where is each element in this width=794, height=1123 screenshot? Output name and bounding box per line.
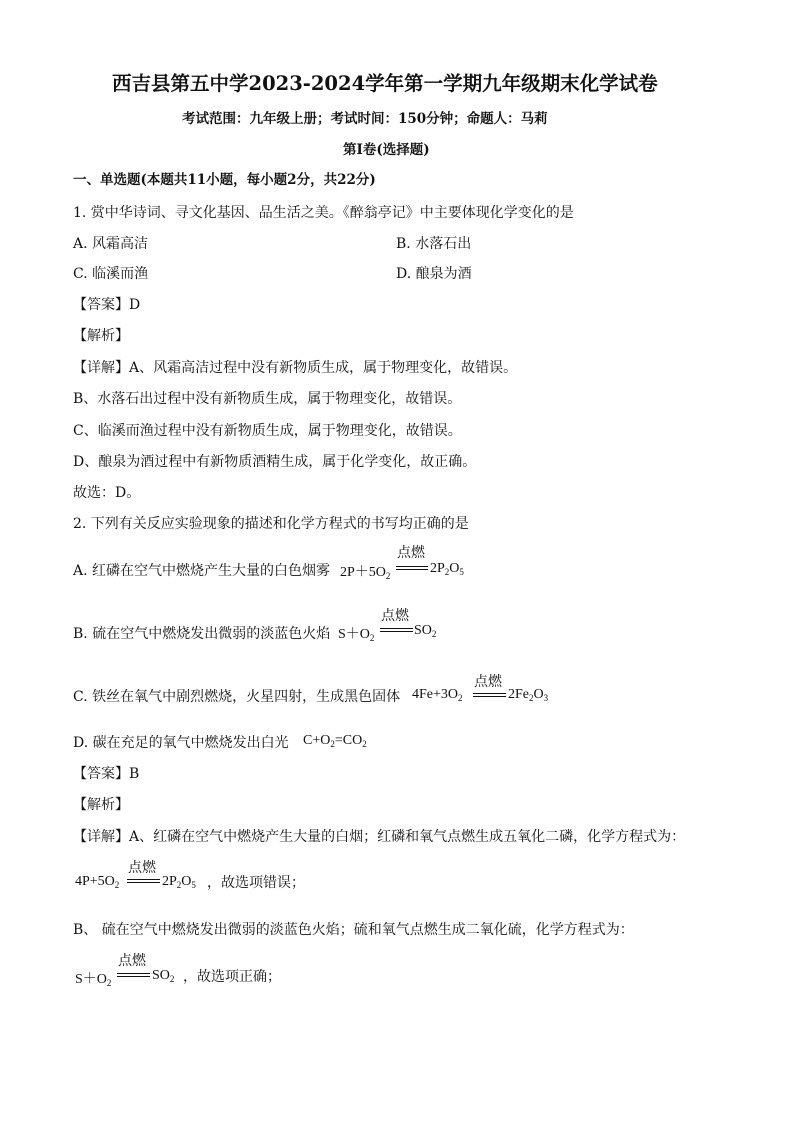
q2-option-c: C. 铁丝在氧气中剧烈燃烧，火星四射，生成黑色固体 bbox=[73, 689, 401, 705]
q1-detail-line: C、临溪而渔过程中没有新物质生成，属于物理变化，故错误。 bbox=[73, 423, 462, 439]
reaction-condition: 点燃 bbox=[128, 860, 156, 876]
q1-analysis-label: 【解析】 bbox=[73, 328, 129, 344]
q1-option-b: B. 水落石出 bbox=[396, 236, 472, 252]
q2-option-c-rhs: $2Fe_2O_3$ bbox=[508, 687, 549, 703]
double-arrow-line bbox=[396, 566, 428, 570]
q1-detail-line: D、酿泉为酒过程中有新物质酒精生成，属于化学变化，故正确。 bbox=[73, 454, 477, 470]
reaction-condition: 点燃 bbox=[381, 608, 409, 624]
q1-option-a: A. 风霜高洁 bbox=[73, 236, 149, 252]
q2-detail-b-tail: ，故选项正确； bbox=[183, 969, 281, 985]
q1-option-c: C. 临溪而渔 bbox=[73, 266, 149, 282]
page-title: 西吉县第五中学2023-2024学年第一学期九年级期末化学试卷 bbox=[112, 72, 658, 95]
q1-option-d: D. 酿泉为酒 bbox=[396, 266, 472, 282]
q2-analysis-label: 【解析】 bbox=[73, 797, 129, 813]
q2-option-a: A. 红磷在空气中燃烧产生大量的白色烟雾 bbox=[73, 563, 331, 579]
q2-detail-a-rhs: $2P_2O_5$ bbox=[162, 874, 196, 890]
q2-option-d: D. 碳在充足的氧气中燃烧发出白光 bbox=[73, 735, 289, 751]
q2-detail-a-tail: ，故选项错误； bbox=[207, 875, 305, 891]
q2-option-b: B. 硫在空气中燃烧发出微弱的淡蓝色火焰 bbox=[73, 626, 331, 642]
q2-detail-b-lhs: $S+O_2$ bbox=[75, 972, 112, 988]
q2-option-a-rhs: $2P_2O_5$ bbox=[430, 561, 464, 577]
q2-detail-b: B、 硫在空气中燃烧发出微弱的淡蓝色火焰；硫和氧气点燃生成二氧化硫，化学方程式为： bbox=[73, 922, 634, 938]
q1-detail-line: 故选：D。 bbox=[73, 485, 141, 501]
reaction-condition: 点燃 bbox=[474, 674, 502, 690]
q2-option-c-lhs: $4Fe+3O_2$ bbox=[412, 687, 463, 703]
q2-option-b-lhs: $S+O_2$ bbox=[338, 627, 375, 643]
double-arrow-line bbox=[117, 973, 150, 977]
q1-answer: 【答案】D bbox=[73, 297, 141, 313]
q2-stem: 2. 下列有关反应实验现象的描述和化学方程式的书写均正确的是 bbox=[73, 516, 469, 532]
q2-option-a-lhs: $2P+5O_2$ bbox=[340, 565, 391, 581]
q1-detail-line: B、水落石出过程中没有新物质生成，属于物理变化，故错误。 bbox=[73, 391, 462, 407]
double-arrow-line bbox=[473, 693, 506, 697]
double-arrow-line bbox=[127, 879, 160, 883]
volume-heading: 第I卷(选择题) bbox=[343, 142, 430, 158]
q2-option-b-rhs: $SO_2$ bbox=[414, 623, 437, 639]
q1-detail-line: 【详解】A、风霜高洁过程中没有新物质生成，属于物理变化，故错误。 bbox=[73, 360, 518, 376]
exam-subtitle: 考试范围：九年级上册；考试时间：150分钟；命题人：马莉 bbox=[182, 111, 548, 127]
double-arrow-line bbox=[380, 628, 413, 632]
q2-detail-a-lhs: $4P+5O_2$ bbox=[75, 874, 120, 890]
reaction-condition: 点燃 bbox=[118, 953, 146, 969]
section-heading: 一、单选题(本题共11小题，每小题2分，共22分) bbox=[73, 172, 376, 188]
q2-detail-b-rhs: $SO_2$ bbox=[152, 968, 175, 984]
q2-answer: 【答案】B bbox=[73, 766, 140, 782]
q1-stem: 1. 赏中华诗词、寻文化基因、品生活之美。《醉翁亭记》中主要体现化学变化的是 bbox=[73, 205, 574, 221]
q2-detail-a: 【详解】A、红磷在空气中燃烧产生大量的白烟；红磷和氧气点燃生成五氧化二磷，化学方程式为： bbox=[73, 829, 686, 845]
q2-option-d-equation: $C+O_2=CO_2$ bbox=[303, 733, 367, 749]
reaction-condition: 点燃 bbox=[397, 545, 425, 561]
